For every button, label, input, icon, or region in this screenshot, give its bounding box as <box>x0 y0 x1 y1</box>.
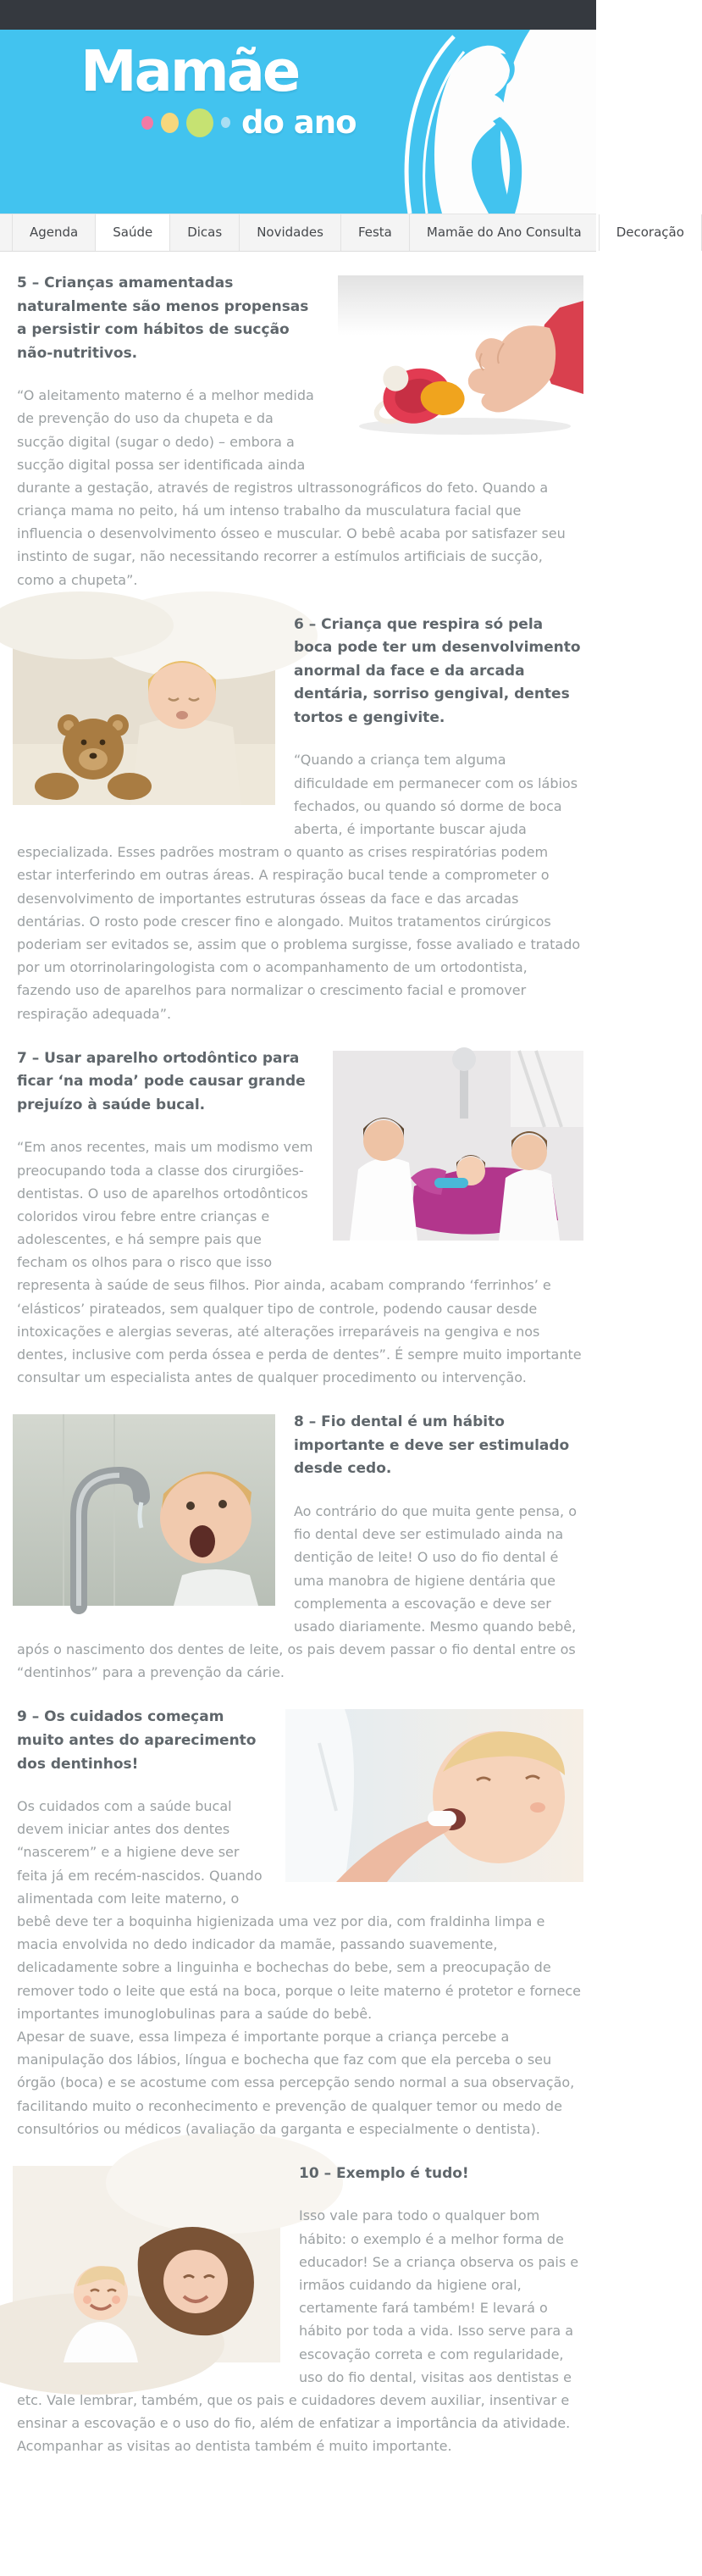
section-6 <box>13 613 583 1025</box>
nav-item-decoracao[interactable]: Decoração <box>599 214 702 251</box>
nav-item-agenda[interactable]: Agenda <box>12 214 95 251</box>
section-7-heading: 7 – Usar aparelho ortodôntico para ficar ‘na moda’ pode causar grande prejuízo à saúde bucal. <box>17 1049 306 1113</box>
section-8-paragraph: Ao contrário do que muita gente pensa, o fio dental deve ser estimulado ainda na dentição de leite! O uso do fio dental é uma manobra de higiene dentária que complementa a escovação e deve ser usado diariamente. Mesmo quando bebê, após o nascimento dos dentes de leite, os pais devem passar o fio dental entre os “dentinhos” para a prevenção da cárie. <box>17 1502 577 1681</box>
logo-dot-blue-icon <box>221 117 230 128</box>
child-at-faucet-photo <box>13 1414 275 1606</box>
nav-item-novidades[interactable]: Novidades <box>239 214 340 251</box>
section-8-heading: 8 – Fio dental é um hábito importante e deve ser estimulado desde cedo. <box>294 1413 570 1478</box>
nav-item-mamae-do-ano-consulta[interactable]: Mamãe do Ano Consulta <box>409 214 599 251</box>
section-6-heading: 6 – Criança que respira só pela boca pode ter um desenvolvimento anormal da face e da arcada dentária, sorriso gengival, dentes tortos e gengivite. <box>294 615 581 726</box>
section-5 <box>13 272 583 591</box>
top-bar <box>0 0 596 30</box>
section-10-heading: 10 – Exemplo é tudo! <box>299 2164 469 2182</box>
baby-finger-brush-photo-illustration <box>285 1709 583 1882</box>
pacifier-photo-illustration <box>338 275 583 447</box>
nav-item-festa[interactable]: Festa <box>340 214 409 251</box>
section-6-paragraph: “Quando a criança tem alguma dificuldade em permanecer com os lábios fechados, ou quando só dorme de boca aberta, é importante buscar ajuda especializada. Esses padrões mostram o quanto as crises respiratórias podem estar interferindo em outras áreas. A respiração bucal tende a comprometer o desenvolvimento de importantes estruturas ósseas da face e das arcadas dentárias. O rosto pode crescer fino e alongado. Muitos tratamentos cirúrgicos poderiam ser evitados se, assim que o problema surgisse, fosse avaliado e tratado por um otorrinolaringologista com o acompanhamento de um ortodontista, fazendo uso de aparelhos para normalizar o crescimento facial e promover respiração adequada”. <box>17 752 581 1022</box>
section-9-paragraph-1: Os cuidados com a saúde bucal devem iniciar antes dos dentes “nascerem” e a higiene deve ser feita já em recém-nascidos. Quando alimentada com leite materno, o bebê deve ter a boquinha higienizada uma vez por dia, com fraldinha limpa e macia envolvida no dedo indicador da mamãe, passando suavemente, delicadamente sobre a linguinha e bochechas do bebe, sem a preocupação de remover todo o leite que está na boca, porque o leite materno é protetor e fornece importantes imunoglobulinas para a saúde do bebê. <box>17 1798 581 2022</box>
section-9 <box>13 1706 583 2140</box>
mother-and-baby-photo <box>13 2166 280 2362</box>
section-10 <box>13 2162 583 2458</box>
sleeping-child-photo <box>13 617 275 805</box>
section-10-paragraph: Isso vale para todo o qualquer bom hábito: o exemplo é a melhor forma de educador! Se a criança observa os pais e irmãos cuidando da higiene oral, certamente fará também! E levará o hábito por toda a vida. Isso serve para a escovação correta e com regularidade, uso do fio dental, visitas aos dentistas e etc. Vale lembrar, também, que os pais e cuidadores devem auxiliar, insentivar e ensinar a escovação e o uso do fio, além de enfatizar a importância da atividade. Acompanhar as visitas ao dentista também é muito importante. <box>17 2207 579 2455</box>
main-nav <box>0 214 684 252</box>
logo-dot-green-icon <box>186 108 213 137</box>
nav-item-saude[interactable]: Saúde <box>95 214 169 251</box>
logo-dot-yellow-icon <box>161 113 179 133</box>
baby-finger-brush-photo <box>285 1709 583 1882</box>
section-5-heading: 5 – Crianças amamentadas naturalmente são menos propensas a persistir com hábitos de sucção não-nutritivos. <box>17 275 309 362</box>
section-9-paragraph-2: Apesar de suave, essa limpeza é importante porque a criança percebe a manipulação dos lábios, língua e bochecha que faz com que ela perceba o seu órgão (boca) e se acostume com essa percepção sendo normal a sua observação, facilitando muito o reconhecimento e prevenção de qualquer temor ou medo de consultórios ou médicos (avaliação da garganta e especialmente o dentista). <box>17 2028 575 2137</box>
logo-dot-pink-icon <box>141 116 153 130</box>
section-8 <box>13 1411 583 1684</box>
dentist-office-photo <box>333 1051 583 1241</box>
article-content <box>0 252 596 2505</box>
pregnant-woman-silhouette-icon <box>393 30 596 217</box>
nav-item-dicas[interactable]: Dicas <box>169 214 239 251</box>
pacifier-photo <box>338 275 583 447</box>
section-7 <box>13 1047 583 1390</box>
logo-main-text: Mamãe <box>80 38 299 104</box>
site-logo[interactable] <box>80 38 357 142</box>
mother-and-baby-photo-illustration <box>13 2166 280 2362</box>
section-7-paragraph: “Em anos recentes, mais um modismo vem preocupando toda a classe dos cirurgiões-dentistas. O uso de aparelhos ortodônticos coloridos virou febre entre crianças e adolescentes, e há sempre pais que fecham os olhos para o risco que isso representa à saúde de seus filhos. Pior ainda, acabam comprando ‘ferrinhos’ e ‘elásticos’ pirateados, sem qualquer tipo de controle, podendo causar desde intoxicações e alergias severas, até alterações irreparáveis na gengiva e nos dentes, inclusive com perda óssea e perda de dentes”. É sempre muito importante consultar um especialista antes de qualquer procedimento ou intervenção. <box>17 1139 582 1386</box>
site-header <box>0 30 596 214</box>
section-5-paragraph: “O aleitamento materno é a melhor medida de prevenção do uso da chupeta e da sucção digital (sugar o dedo) – embora a sucção digital possa ser identificada ainda durante a gestação, através de registros ultrassonográficos do feto. Quando a criança mama no peito, há um intenso trabalho da musculatura facial que influencia o desenvolvimento ósseo e muscular. O bebê acaba por satisfazer seu instinto de sugar, não necessitando recorrer a estímulos artificiais de sucção, como a chupeta”. <box>17 387 566 588</box>
logo-sub-text: do ano <box>241 104 357 142</box>
dentist-office-photo-illustration <box>333 1051 583 1241</box>
section-9-heading: 9 – Os cuidados começam muito antes do aparecimento dos dentinhos! <box>17 1708 257 1773</box>
sleeping-child-photo-illustration <box>13 617 275 805</box>
child-at-faucet-photo-illustration <box>13 1414 275 1606</box>
